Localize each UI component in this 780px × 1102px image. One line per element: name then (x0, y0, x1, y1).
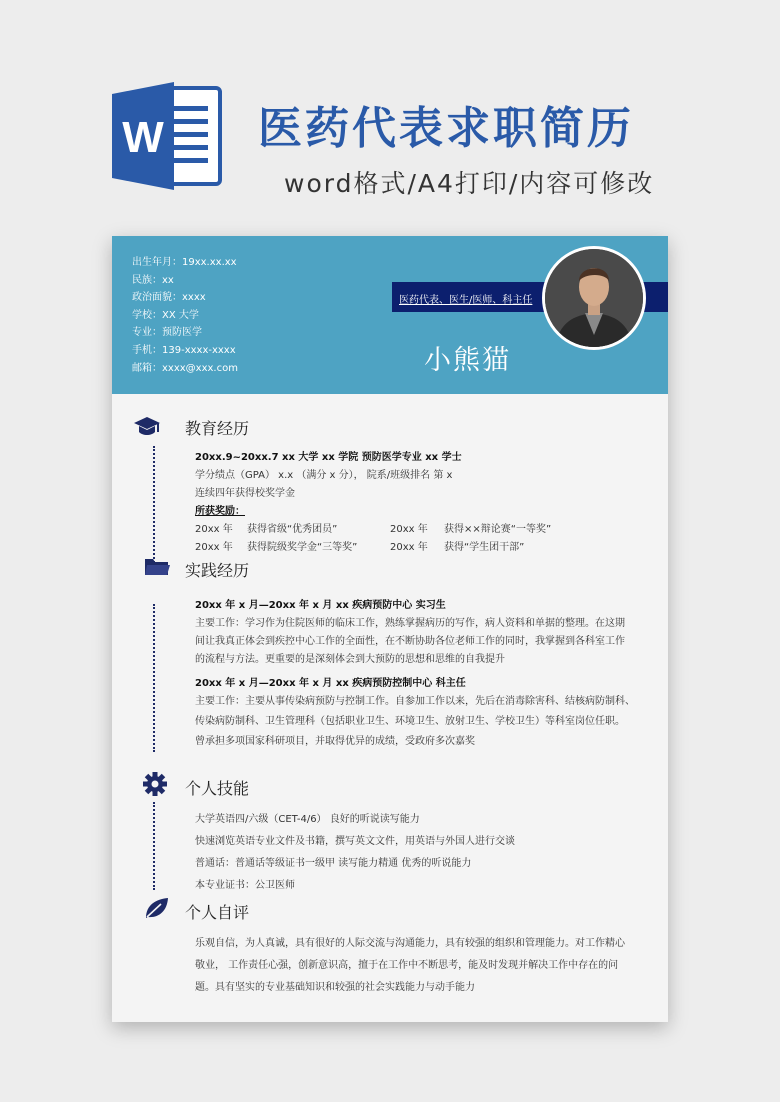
award-text: 获得“学生团干部” (444, 542, 525, 553)
banner-subtitle: word格式/A4打印/内容可修改 (284, 169, 655, 198)
job1-line: 的流程与方法。更重要的是深刻体会到大预防的思想和思维的自我提升 (195, 654, 505, 665)
job2-header: 20xx 年 x 月—20xx 年 x 月 xx 疾病预防控制中心 科主任 (195, 678, 466, 689)
resume-page (112, 236, 668, 1022)
award-year: 20xx 年 (195, 542, 233, 553)
award-text: 获得省级“优秀团员” (247, 524, 338, 535)
section-title-practice: 实践经历 (185, 561, 250, 580)
folder-icon (144, 554, 170, 578)
skill-line: 本专业证书：公卫医师 (195, 880, 295, 891)
info-school: 学校：XX 大学 (132, 309, 199, 321)
skill-line: 大学英语四/六级（CET-4/6） 良好的听说读写能力 (195, 814, 420, 825)
section-title-skills: 个人技能 (185, 779, 250, 798)
graduation-cap-icon (134, 414, 160, 438)
resume-header (112, 236, 668, 394)
award-text: 获得院级奖学金“三等奖” (247, 542, 358, 553)
timeline-skills (153, 802, 155, 890)
awards-label: 所获奖励： (195, 506, 245, 517)
info-birth: 出生年月：19xx.xx.xx (132, 257, 237, 268)
banner-title: 医药代表求职简历 (258, 103, 634, 154)
timeline-practice (153, 604, 155, 752)
job1-line: 间让我真正体会到疾控中心工作的全面性，在不断协助各位老师工作的同时，我掌握到各科室工作 (195, 636, 625, 647)
gear-icon (142, 772, 168, 796)
job2-line: 主要工作：主要从事传染病预防与控制工作。自参加工作以来，先后在消毒除害科、结核病防制科、 (195, 696, 635, 707)
award-text: 获得××辩论赛“一等奖” (444, 524, 552, 535)
skill-line: 普通话：普通话等级证书一级甲 读写能力精通 优秀的听说能力 (195, 858, 472, 869)
info-email: 邮箱：xxxx@xxx.com (132, 362, 238, 374)
education-gpa: 学分绩点（GPA） x.x （满分 x 分）， 院系/班级排名 第 x (195, 470, 453, 481)
personal-info (132, 254, 238, 377)
section-title-self-eval: 个人自评 (185, 903, 250, 922)
job2-line: 曾承担多项国家科研项目，并取得优异的成绩，受政府多次嘉奖 (195, 736, 475, 747)
skill-line: 快速浏览英语专业文件及书籍，撰写英文文件，用英语与外国人进行交谈 (195, 836, 515, 847)
job1-header: 20xx 年 x 月—20xx 年 x 月 xx 疾病预防中心 实习生 (195, 600, 446, 611)
self-eval-line: 题。具有坚实的专业基础知识和较强的社会实践能力与动手能力 (195, 982, 475, 993)
word-document-icon (112, 82, 224, 190)
candidate-name: 小熊猫 (424, 345, 511, 376)
promo-banner (0, 0, 780, 230)
education-scholarship: 连续四年获得校奖学金 (195, 488, 295, 499)
avatar (542, 246, 646, 350)
target-role: 医药代表、医生/医师、科主任 (399, 295, 533, 306)
svg-text:W: W (122, 113, 164, 162)
leaf-icon (144, 896, 170, 920)
education-degree: 20xx.9~20xx.7 xx 大学 xx 学院 预防医学专业 xx 学士 (195, 452, 462, 463)
job2-line: 传染病防制科、卫生管理科（包括职业卫生、环境卫生、放射卫生、学校卫生）等科室岗位任职。 (195, 716, 625, 727)
info-major: 专业：预防医学 (132, 327, 202, 339)
award-year: 20xx 年 (390, 542, 428, 553)
info-political: 政治面貌：xxxx (132, 292, 206, 304)
job1-line: 主要工作：学习作为住院医师的临床工作，熟练掌握病历的写作，病人资料和单据的整理。在这期 (195, 618, 625, 629)
self-eval-line: 敬业， 工作责任心强，创新意识高，擅于在工作中不断思考，能及时发现并解决工作中存在的问 (195, 960, 619, 971)
self-eval-line: 乐观自信，为人真诚，具有很好的人际交流与沟通能力，具有较强的组织和管理能力。对工作精心 (195, 938, 625, 949)
info-ethnicity: 民族：xx (132, 274, 174, 286)
award-year: 20xx 年 (390, 524, 428, 535)
award-year: 20xx 年 (195, 524, 233, 535)
section-title-education: 教育经历 (185, 419, 250, 438)
info-phone: 手机：139-xxxx-xxxx (132, 344, 236, 356)
